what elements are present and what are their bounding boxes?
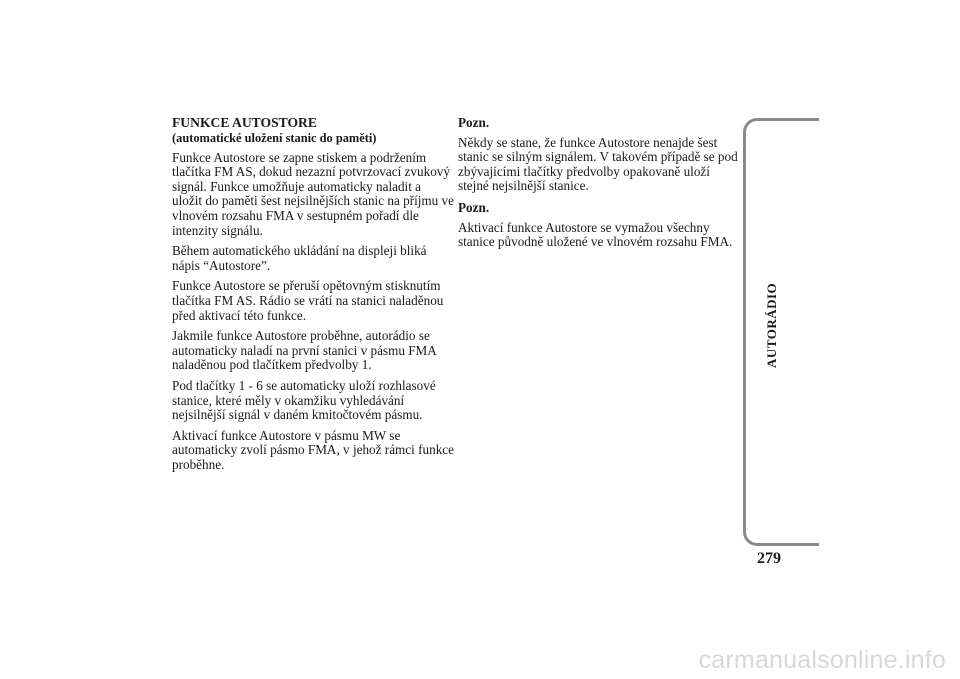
right-column — [458, 116, 738, 257]
paragraph: Funkce Autostore se zapne stiskem a podržením tlačítka FM AS, dokud nezazní potvrzovací zvukový signál. Funkce umožňuje automaticky naladit a uložit do paměti šest nejsilnějších stanic na příjmu ve vlnovém rozsahu FMA v sestupném pořadí dle intenzity signálu. — [172, 149, 455, 238]
paragraph: Během automatického ukládání na displeji bliká nápis “Autostore”. — [172, 243, 427, 273]
paragraph: Jakmile funkce Autostore proběhne, autorádio se automaticky naladí na první stanici v pásmu FMA naladěnou pod tlačítkem předvolby 1. — [172, 328, 437, 373]
note-title: Pozn. — [458, 115, 490, 130]
note-text: Někdy se stane, že funkce Autostore nenajde šest stanic se silným signálem. V takovém případě se pod zbývajícími tlačítky předvolby opakovaně uloží stejné nejsilnější stanice. — [458, 134, 738, 194]
left-column — [172, 116, 454, 478]
page-number: 279 — [757, 550, 781, 567]
paragraph: Pod tlačítky 1 - 6 se automaticky uloží rozhlasové stanice, které měly v okamžiku vyhledávání nejsilnější signál v daném kmitočtovém pásmu. — [172, 377, 436, 423]
paragraph: Funkce Autostore se přeruší opětovným stisknutím tlačítka FM AS. Rádio se vrátí na stanici naladěnou před aktivací této funkce. — [172, 278, 444, 323]
paragraph: Aktivací funkce Autostore v pásmu MW se automaticky zvolí pásmo FMA, v jehož rámci funkce proběhne. — [172, 427, 454, 472]
note-title: Pozn. — [458, 199, 490, 215]
watermark: carmanualsonline.info — [698, 646, 946, 674]
section-tab-border — [743, 118, 819, 546]
section-subheading: (automatické uložení stanic do paměti) — [172, 130, 377, 145]
section-tab-label: AUTORÁDIO — [764, 282, 779, 368]
section-heading: FUNKCE AUTOSTORE — [172, 115, 317, 130]
note-text: Aktivací funkce Autostore se vymažou všechny stanice původně uložené ve vlnovém rozsahu FMA. — [458, 219, 733, 250]
